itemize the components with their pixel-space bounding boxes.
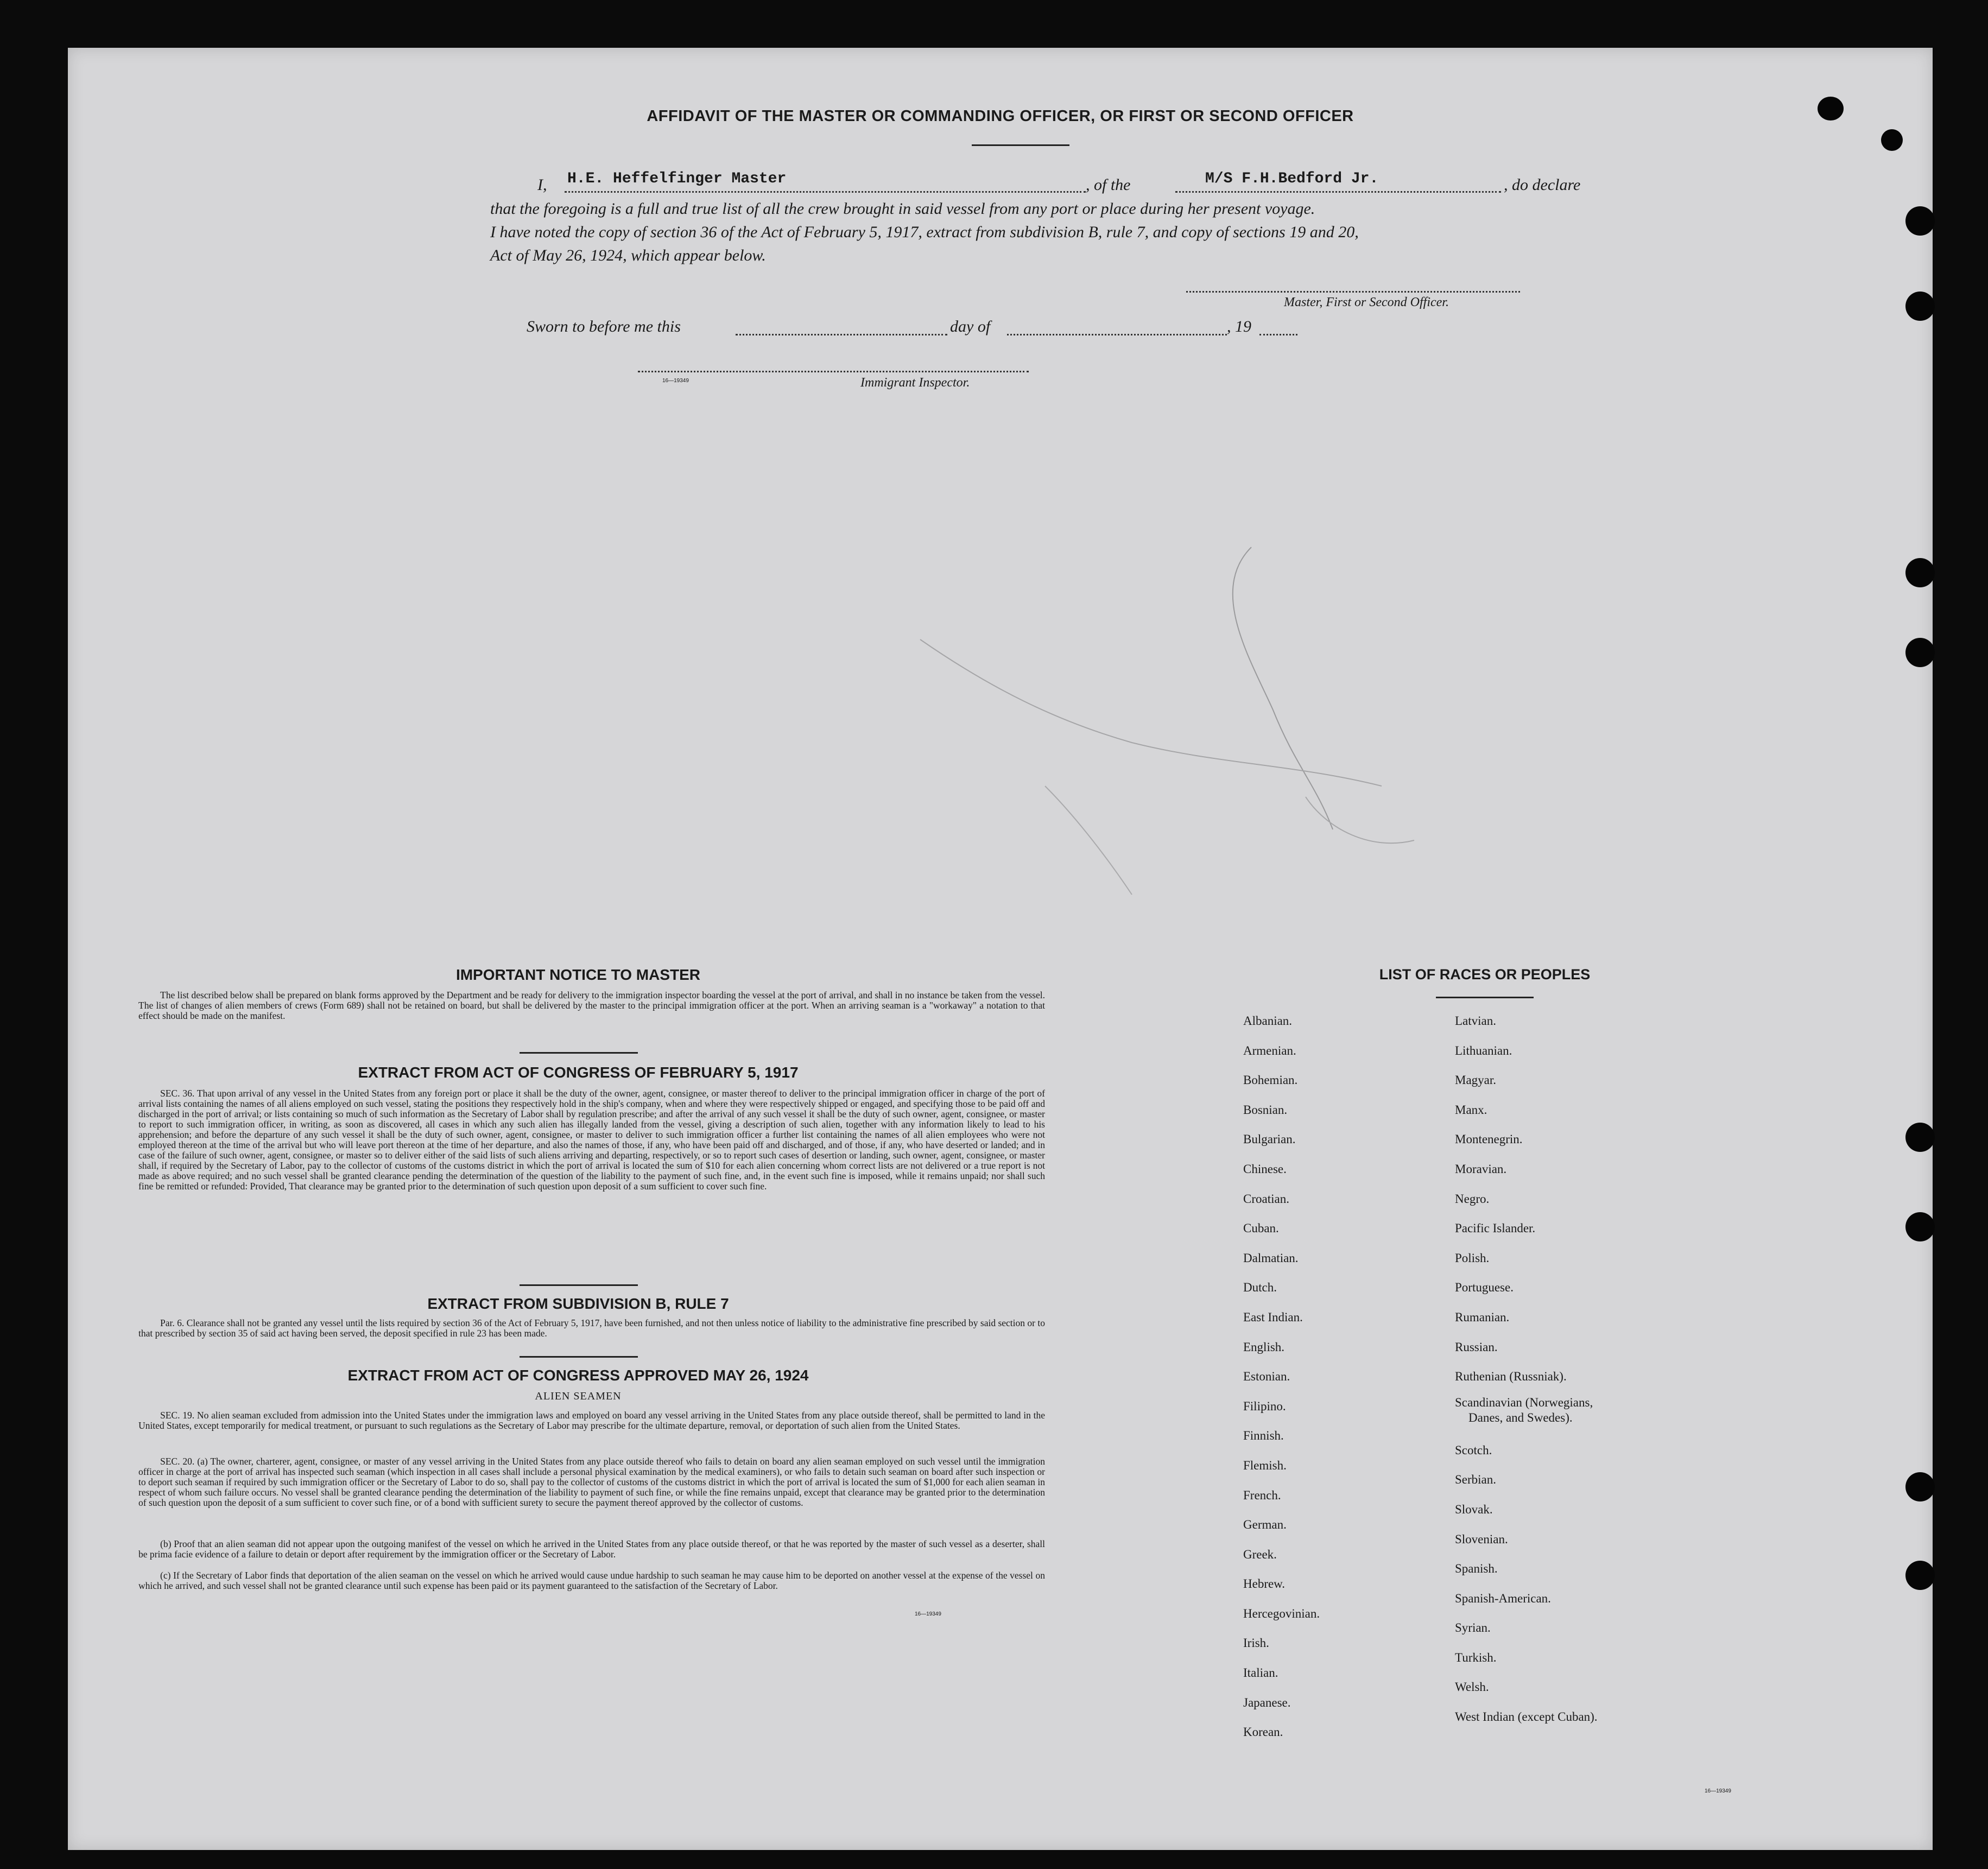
- race-item: East Indian.: [1243, 1310, 1303, 1324]
- race-item: Negro.: [1455, 1192, 1490, 1206]
- race-item: Armenian.: [1243, 1043, 1296, 1057]
- affidavit-heading: AFFIDAVIT OF THE MASTER OR COMMANDING OFFICER, OR FIRST OR SECOND OFFICER: [647, 107, 1354, 125]
- sworn-day-line: [736, 334, 947, 335]
- race-item: Rumanian.: [1455, 1310, 1510, 1324]
- race-item: English.: [1243, 1340, 1285, 1354]
- notice-text: The list described below shall be prepared on blank forms approved by the Department and be ready for delivery to the immigration inspector boarding the vessel at the port of arrival, and shall in no instance be taken from the vessel. The list of changes of alien members of crews (Form 689) shall not be retained on board, but shall be delivered by the master to the principal immigration officer at the port. When an arriving seaman is a "workaway" a notation to that effect should be made on the manifest.: [138, 990, 1045, 1021]
- race-item: Chinese.: [1243, 1162, 1287, 1176]
- race-item: Welsh.: [1455, 1680, 1489, 1694]
- race-item: Dalmatian.: [1243, 1251, 1299, 1265]
- race-item: Serbian.: [1455, 1473, 1497, 1487]
- race-item: Slovenian.: [1455, 1532, 1508, 1546]
- race-item: Manx.: [1455, 1103, 1487, 1117]
- extract-1917-title: EXTRACT FROM ACT OF CONGRESS OF FEBRUARY 5, 1917: [358, 1064, 799, 1081]
- race-item: Portuguese.: [1455, 1281, 1514, 1295]
- race-item: Hercegovinian.: [1243, 1606, 1320, 1620]
- extract-1917-rule: [520, 1284, 638, 1286]
- sworn-label: Sworn to before me this: [527, 318, 681, 335]
- punch-hole: [1818, 97, 1844, 121]
- sec20b-text: (b) Proof that an alien seaman did not appear upon the outgoing manifest of the vessel on which he arrived in the United States from any place outside thereof, or that he was reported by the master of such vessel as a deserter, shall be prima facie evidence of a failure to detain or deport after requirement by the immigration officer or the Secretary of Labor.: [138, 1538, 1045, 1560]
- races-title: LIST OF RACES OR PEOPLES: [1379, 966, 1591, 983]
- master-name-line: [565, 191, 1086, 193]
- vessel-name: M/S F.H.Bedford Jr.: [1205, 170, 1379, 187]
- race-item: Slovak.: [1455, 1502, 1493, 1516]
- punch-hole: [1905, 1212, 1935, 1241]
- race-item: French.: [1243, 1488, 1281, 1502]
- race-item: Ruthenian (Russniak).: [1455, 1370, 1567, 1384]
- sworn-month-line: [1007, 334, 1227, 335]
- race-item: German.: [1243, 1518, 1287, 1532]
- sec19-text: SEC. 19. No alien seaman excluded from admission into the United States under the immigration laws and employed on board any vessel arriving in the United States from any place outside thereof, shall be permitted to land in the United States, except temporarily for medical treatment, or pursuant to such regulations as the Secretary of Labor may prescribe for the ultimate departure, removal, or deportation of such alien from the United States.: [138, 1410, 1045, 1431]
- sec20c-text: (c) If the Secretary of Labor finds that deportation of the alien seaman on the vessel on which he arrived would cause undue hardship to such seaman he may cause him to be deported on another vessel at the expense of the vessel on which he arrived, and such vessel shall not be granted clearance until such expense has been paid or its payment guaranteed to the satisfaction of the Secretary of Labor.: [138, 1570, 1045, 1591]
- race-item: Estonian.: [1243, 1370, 1290, 1384]
- punch-hole: [1881, 129, 1903, 151]
- race-item: Greek.: [1243, 1547, 1277, 1561]
- race-item: Spanish.: [1455, 1562, 1498, 1576]
- do-declare-label: , do declare: [1504, 176, 1581, 194]
- affidavit-line-3: I have noted the copy of section 36 of the Act of February 5, 1917, extract from subdivision B, rule 7, and copy of sections 19 and 20,: [490, 223, 1359, 241]
- races-right-column: [1455, 1006, 1598, 1732]
- race-item: Bosnian.: [1243, 1103, 1288, 1117]
- form-number-top: 16—19349: [662, 378, 689, 384]
- punch-hole: [1905, 1472, 1935, 1501]
- race-item: Moravian.: [1455, 1162, 1507, 1176]
- master-name: H.E. Heffelfinger Master: [567, 170, 787, 187]
- races-rule: [1436, 997, 1534, 998]
- race-item: West Indian (except Cuban).: [1455, 1710, 1598, 1724]
- affidavit-line-4: Act of May 26, 1924, which appear below.: [490, 246, 766, 264]
- extract-1917-text: SEC. 36. That upon arrival of any vessel in the United States from any foreign port or place it shall be the duty of the owner, agent, consignee, or master thereof to deliver to the principal immigration officer in charge of the port of arrival lists containing the names of all aliens employed on such vessel, stating the positions they respectively hold in the ship's company, when and where they were respectively shipped or engaged, and specifying those to be paid off and discharged in the port of arrival; or lists containing so much of such information as the Secretary of Labor shall by regulation prescribe; and after the arrival of any such vessel it shall be the duty of such owner, agent, consignee, or master to report to such immigration officer, in writing, as soon as discovered, all cases in which any such alien has illegally landed from the vessel, giving a description of such alien, together with any information likely to lead to his apprehension; and before the departure of any such vessel it shall be the duty of such owner, agent, consignee, or master to deliver to such immigration officer a further list containing the names of all alien employees who were not employed thereon at the time of the arrival but who will leave port thereon at the time of her departure, and also the names of those, if any, who have been paid off and discharged, and of those, if any, who have deserted or landed; and in case of the failure of such owner, agent, consignee, or master so to deliver either of the said lists of such aliens arriving and departing, respectively, or so to report such cases of desertion or landing, such owner, agent, consignee, or master shall, if required by the Secretary of Labor, pay to the collector of customs of the customs district in which the port of arrival is located the sum of $10 for each alien concerning whom correct lists are not delivered or a true report is not made as above required; and no such vessel shall be granted clearance pending the determination of the question of the liability to the payment of such fine, and, in the event such fine is imposed, while it remains unpaid; nor shall such fine be remitted or refunded: Provided, That clearance may be granted prior to the determination of such question upon deposit of a sum sufficient to cover such fine.: [138, 1088, 1045, 1192]
- extract-1924-title: EXTRACT FROM ACT OF CONGRESS APPROVED MAY 26, 1924: [347, 1367, 809, 1384]
- rule7-title: EXTRACT FROM SUBDIVISION B, RULE 7: [427, 1295, 729, 1312]
- race-item: Russian.: [1455, 1340, 1498, 1354]
- i-label: I,: [537, 176, 547, 194]
- race-item: Croatian.: [1243, 1192, 1289, 1206]
- race-item: Hebrew.: [1243, 1577, 1286, 1591]
- race-item: Scotch.: [1455, 1443, 1492, 1457]
- race-item: Filipino.: [1243, 1399, 1286, 1413]
- race-item: Magyar.: [1455, 1073, 1497, 1087]
- sworn-year-line: [1259, 334, 1297, 335]
- form-number-races: 16—19349: [1705, 1788, 1731, 1794]
- race-item: Finnish.: [1243, 1429, 1284, 1443]
- punch-hole: [1905, 292, 1935, 321]
- rule7-rule: [520, 1356, 638, 1358]
- heading-rule: [972, 144, 1069, 146]
- signature-line: [1186, 291, 1520, 293]
- race-item: Bulgarian.: [1243, 1132, 1296, 1146]
- race-item: Italian.: [1243, 1666, 1278, 1680]
- race-item: Montenegrin.: [1455, 1132, 1523, 1146]
- rule7-text: Par. 6. Clearance shall not be granted any vessel until the lists required by section 36 of the Act of February 5, 1917, have been furnished, and not then unless notice of liability to the administrative fine prescribed by said section or to that prescribed by section 35 of said act having been served, the deposit specified in rule 23 has been made.: [138, 1317, 1045, 1339]
- race-item: Korean.: [1243, 1725, 1283, 1739]
- of-the-label: , of the: [1086, 176, 1131, 194]
- race-item-multiline: [1455, 1392, 1598, 1436]
- notice-title: IMPORTANT NOTICE TO MASTER: [455, 966, 701, 983]
- inspector-line: [638, 371, 1029, 372]
- race-item: Latvian.: [1455, 1014, 1496, 1028]
- race-item: Turkish.: [1455, 1650, 1497, 1664]
- sec20a-text: SEC. 20. (a) The owner, charterer, agent, consignee, or master of any vessel arriving in the United States from any place outside thereof who fails to detain on board any alien seaman employed on such vessel until the immigration officer in charge at the port of arrival has inspected such seaman (which inspection in all cases shall include a personal physical examination by the medical examiners), or who fails to detain such seaman on board after such inspection or to deport such seaman if required by such immigration officer or the Secretary of Labor to do so, shall pay to the collector of customs of the customs district in which the port of arrival is located the sum of $1,000 for each alien seaman in respect of whom such failure occurs. No vessel shall be granted clearance pending the determination of the liability to payment of such fine, or while the fine remains unpaid, except that clearance may be granted prior to the determination of such question upon the deposit of a sum sufficient to cover such fine, or of a bond with sufficient surety to secure the payment thereof approved by the collector of customs.: [138, 1456, 1045, 1508]
- alien-seamen-subtitle: ALIEN SEAMEN: [535, 1390, 622, 1402]
- race-item: Irish.: [1243, 1636, 1269, 1650]
- signature-caption: Master, First or Second Officer.: [1284, 295, 1449, 309]
- vessel-name-line: [1175, 191, 1501, 193]
- race-item: Flemish.: [1243, 1458, 1287, 1472]
- races-left-column: [1243, 1006, 1320, 1747]
- race-item: Bohemian.: [1243, 1073, 1298, 1087]
- punch-hole: [1905, 558, 1935, 587]
- notice-rule: [520, 1052, 638, 1054]
- race-item: Lithuanian.: [1455, 1043, 1512, 1057]
- race-item: Dutch.: [1243, 1281, 1277, 1295]
- race-item: Scandinavian (Norwegians,: [1455, 1395, 1593, 1409]
- race-item: Syrian.: [1455, 1621, 1491, 1635]
- race-item: Danes, and Swedes).: [1468, 1410, 1573, 1424]
- race-item: Albanian.: [1243, 1014, 1293, 1028]
- race-item: Spanish-American.: [1455, 1591, 1551, 1605]
- year-label: , 19: [1227, 318, 1251, 335]
- punch-hole: [1905, 206, 1935, 236]
- race-item: Japanese.: [1243, 1695, 1291, 1709]
- punch-hole: [1905, 1561, 1935, 1590]
- inspector-caption: Immigrant Inspector.: [860, 376, 970, 390]
- race-item: Polish.: [1455, 1251, 1490, 1265]
- punch-hole: [1905, 1123, 1935, 1152]
- affidavit-line-2: that the foregoing is a full and true list of all the crew brought in said vessel from any port or place during her present voyage.: [490, 200, 1315, 218]
- race-item: Pacific Islander.: [1455, 1221, 1536, 1236]
- form-number-bottom: 16—19349: [915, 1611, 941, 1617]
- race-item: Cuban.: [1243, 1221, 1279, 1236]
- stray-pencil-marks: [828, 482, 1479, 971]
- day-of-label: day of: [950, 318, 991, 335]
- punch-hole: [1905, 638, 1935, 667]
- manifest-page: [68, 48, 1933, 1850]
